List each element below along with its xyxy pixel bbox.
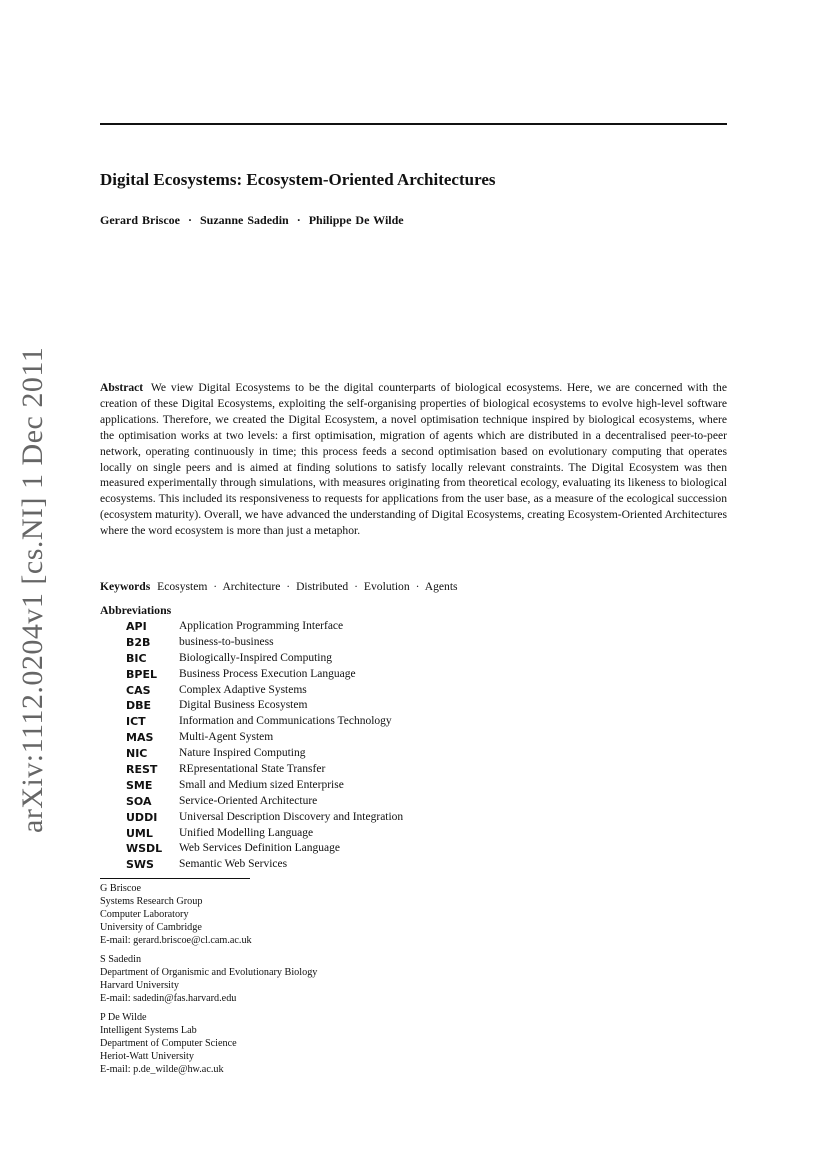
abbreviation-row: [126, 778, 403, 794]
abbreviation-code: UML: [126, 826, 153, 840]
author-name: Gerard Briscoe: [100, 213, 180, 227]
abbreviation-expansion: Digital Business Ecosystem: [179, 699, 308, 712]
keyword-separator: ·: [286, 580, 291, 593]
keyword-separator: ·: [354, 580, 359, 593]
keyword: Architecture: [222, 580, 281, 593]
abbreviation-code: REST: [126, 763, 158, 777]
abbreviation-row: [126, 857, 403, 873]
abbreviation-code: CAS: [126, 683, 151, 697]
abbreviation-expansion: Information and Communications Technology: [179, 715, 392, 728]
abbreviation-code: ICT: [126, 715, 146, 729]
abbreviation-row: [126, 730, 403, 746]
affiliation-line: Heriot-Watt University: [100, 1050, 194, 1062]
abbreviation-expansion: business-to-business: [179, 635, 274, 648]
affiliation-line: S Sadedin: [100, 954, 142, 965]
abbreviation-expansion: Nature Inspired Computing: [179, 747, 306, 760]
affiliation-line: P De Wilde: [100, 1012, 147, 1023]
keywords: [100, 580, 458, 593]
abbreviation-code: DBE: [126, 699, 152, 713]
abbreviation-code: SOA: [126, 794, 152, 808]
abbreviations-heading: Abbreviations: [100, 603, 172, 617]
abbreviation-code: UDDI: [126, 810, 158, 824]
abbreviation-expansion: REpresentational State Transfer: [179, 763, 326, 776]
abbreviation-row: [126, 698, 403, 714]
abbreviation-row: [126, 841, 403, 857]
keywords-label: Keywords: [100, 580, 151, 593]
abbreviation-row: [126, 810, 403, 826]
abstract: [100, 380, 727, 539]
author-list: [100, 213, 404, 228]
paper-title: Digital Ecosystems: Ecosystem-Oriented Architectures: [100, 170, 496, 189]
affiliation-de-wilde: [100, 1012, 237, 1077]
abbreviation-code: WSDL: [126, 842, 163, 856]
abbreviation-row: [126, 826, 403, 842]
abbreviation-expansion: Business Process Execution Language: [179, 667, 356, 680]
affiliation-line: G Briscoe: [100, 883, 142, 894]
affiliation-email: E-mail: gerard.briscoe@cl.cam.ac.uk: [100, 934, 252, 946]
abbreviation-row: [126, 635, 403, 651]
abbreviation-code: BPEL: [126, 667, 157, 681]
author-name: Philippe De Wilde: [308, 213, 404, 227]
affiliation-email: E-mail: sadedin@fas.harvard.edu: [100, 992, 237, 1004]
abbreviation-code: B2B: [126, 635, 151, 649]
abbreviation-code: MAS: [126, 731, 154, 745]
affiliation-line: Department of Computer Science: [100, 1037, 237, 1049]
affiliation-sadedin: [100, 954, 317, 1006]
abbreviation-code: API: [126, 620, 147, 633]
affiliation-line: Intelligent Systems Lab: [100, 1024, 197, 1036]
abbreviation-expansion: Complex Adaptive Systems: [179, 683, 307, 696]
header-rule: [100, 123, 727, 125]
abstract-label: Abstract: [100, 381, 144, 394]
author-separator: ·: [296, 213, 301, 227]
abbreviation-row: [126, 667, 403, 683]
keyword-separator: ·: [415, 580, 420, 593]
abbreviation-row: [126, 794, 403, 810]
affiliation-line: Harvard University: [100, 979, 179, 991]
abbreviation-expansion: Application Programming Interface: [179, 620, 344, 632]
abbreviation-expansion: Service-Oriented Architecture: [179, 794, 318, 807]
abbreviation-row: [126, 651, 403, 667]
abbreviation-row: [126, 746, 403, 762]
abbreviation-expansion: Multi-Agent System: [179, 731, 274, 744]
abbreviation-code: NIC: [126, 747, 148, 761]
affiliation-line: Computer Laboratory: [100, 908, 189, 920]
abbreviation-row: [126, 762, 403, 778]
affiliation-email: E-mail: p.de_wilde@hw.ac.uk: [100, 1063, 224, 1075]
abbreviation-row: [126, 714, 403, 730]
abbreviations-list: [126, 619, 403, 873]
keyword: Ecosystem: [157, 580, 208, 593]
footnote-rule: [100, 878, 250, 879]
abbreviation-row: [126, 683, 403, 699]
affiliation-line: Department of Organismic and Evolutionary Biology: [100, 966, 318, 978]
affiliation-line: University of Cambridge: [100, 921, 202, 933]
keyword: Distributed: [296, 580, 349, 593]
abbreviation-code: SWS: [126, 858, 154, 872]
author-separator: ·: [187, 213, 192, 227]
abbreviation-code: SME: [126, 778, 153, 792]
keyword: Evolution: [363, 580, 410, 593]
author-name: Suzanne Sadedin: [200, 213, 289, 227]
abbreviation-expansion: Universal Description Discovery and Integration: [179, 810, 404, 823]
abbreviation-expansion: Web Services Definition Language: [179, 842, 340, 855]
arxiv-identifier: arXiv:1112.0204v1 [cs.NI] 1 Dec 2011: [16, 346, 49, 833]
keyword: Agents: [424, 580, 458, 593]
abbreviation-expansion: Biologically-Inspired Computing: [179, 651, 332, 664]
abbreviation-expansion: Semantic Web Services: [179, 858, 288, 871]
keyword-separator: ·: [213, 580, 218, 593]
abbreviation-expansion: Small and Medium sized Enterprise: [179, 778, 344, 791]
abstract-text: We view Digital Ecosystems to be the digital counterparts of biological ecosystems. Here, we are concerned with the creation of these Digital Ecosystems, exploiting the self-organising properties of biological ecosystems to evolve high-level software applications. Therefore, we created the Digital Ecosystem, a novel optimisation technique inspired by biological ecosystems, where the optimisation works at two levels: a first optimisation, migration of agents which are distributed in a decentralised peer-to-peer network, operating continuously in time; this process feeds a second optimisation based on evolutionary computing that operates locally on single peers and is aimed at finding solutions to satisfy locally relevant constraints. The Digital Ecosystem was then measured experimentally through simulations, with measures originating from theoretical ecology, evaluating its likeness to biological ecosystems. This included its responsiveness to requests for applications from the user base, as a measure of the ecological succession (ecosystem maturity). Overall, we have advanced the understanding of Digital Ecosystems, creating Ecosystem-Oriented Architectures where the word ecosystem is more than just a metaphor.: [100, 381, 727, 538]
abbreviation-code: BIC: [126, 651, 147, 665]
affiliation-briscoe: [100, 883, 252, 948]
abbreviation-expansion: Unified Modelling Language: [179, 826, 314, 839]
abbreviation-row: [126, 619, 403, 635]
affiliation-line: Systems Research Group: [100, 895, 203, 907]
